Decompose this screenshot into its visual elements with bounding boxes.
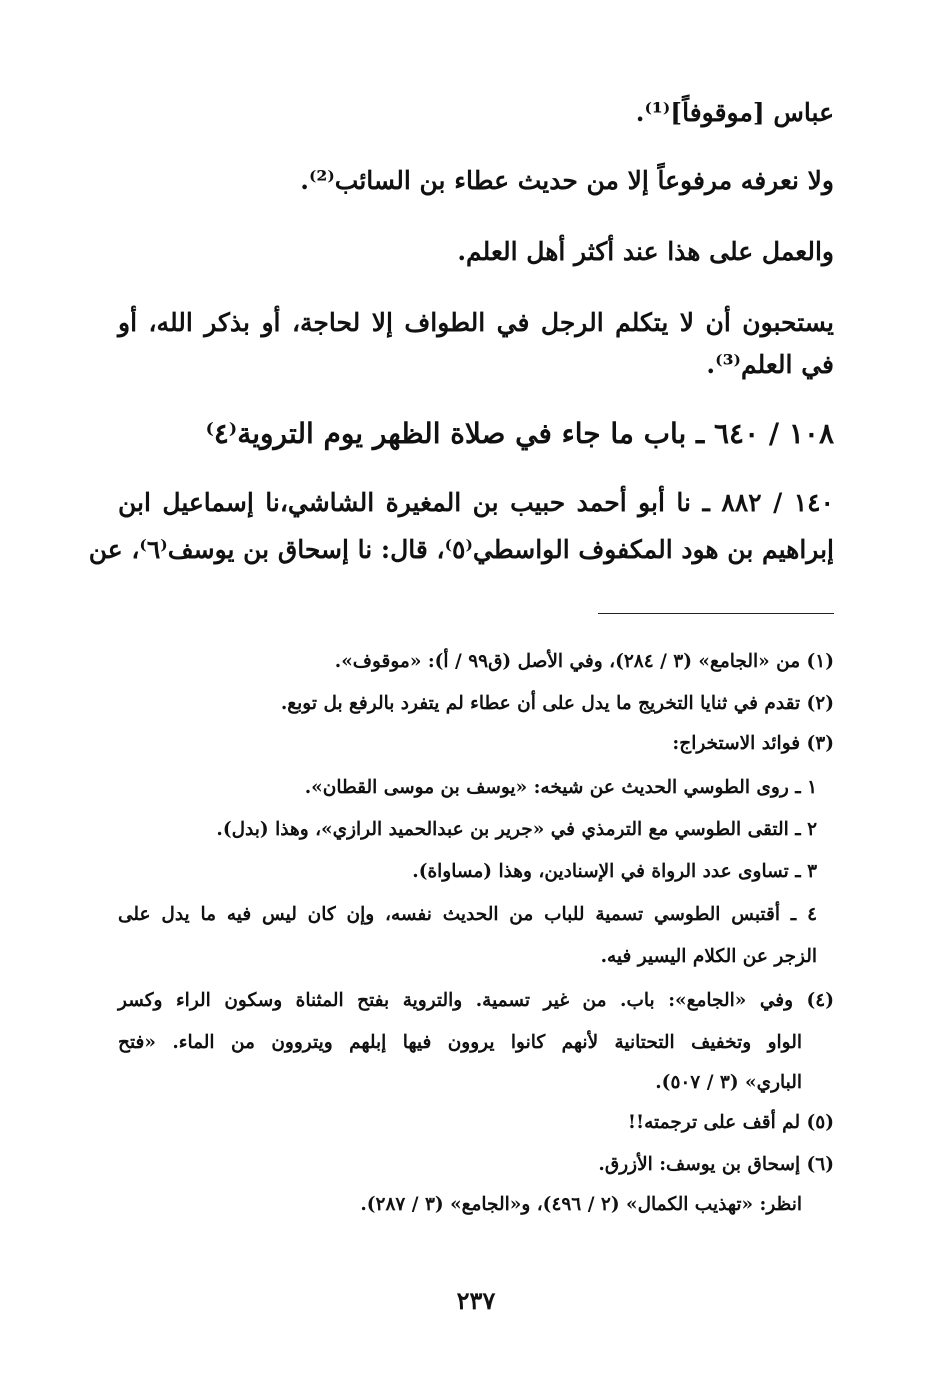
footnote-item: ١ ـ روى الطوسي الحديث عن شيخه: «يوسف بن موسى القطان».	[304, 777, 817, 798]
paragraph-text: يستحبون أن لا يتكلم الرجل في الطواف إلا لحاجة، أو بذكر الله، أو	[118, 308, 834, 337]
footnote: (٦) إسحاق بن يوسف: الأزرق.	[598, 1154, 834, 1175]
footnote-divider	[598, 613, 834, 614]
footnote-item: ٤ ـ أقتبس الطوسي تسمية للباب من الحديث نفسه، وإن كان ليس فيه ما يدل على	[118, 904, 817, 925]
footnote-item: الزجر عن الكلام اليسير فيه.	[600, 946, 817, 967]
footnote: انظر: «تهذيب الكمال» (٢ / ٤٩٦)، و«الجامع» (٣ / ٢٨٧).	[360, 1194, 802, 1215]
footnote: الباري» (٣ / ٥٠٧).	[655, 1072, 802, 1093]
page-number: ٢٣٧	[456, 1286, 496, 1315]
footnote: (٢) تقدم في ثنايا التخريج ما يدل على أن عطاء لم يتفرد بالرفع بل توبع.	[280, 693, 834, 714]
footnote-title: (٣) فوائد الاستخراج:	[672, 733, 834, 754]
paragraph-text: ولا نعرفه مرفوعاً إلا من حديث عطاء بن السائب⁽²⁾.	[300, 166, 834, 195]
paragraph-text: عباس [موقوفاً]⁽¹⁾.	[635, 98, 834, 127]
hadith-text: ١٤٠ / ٨٨٢ ـ نا أبو أحمد حبيب بن المغيرة الشاشي،نا إسماعيل ابن	[118, 488, 834, 517]
footnote-item: ٢ ـ التقى الطوسي مع الترمذي في «جرير بن عبدالحميد الرازي»، وهذا (بدل).	[216, 819, 817, 840]
hadith-text: إبراهيم بن هود المكفوف الواسطي⁽٥⁾، قال: نا إسحاق بن يوسف⁽٦⁾، عن	[88, 535, 834, 564]
footnote-item: ٣ ـ تساوى عدد الرواة في الإسنادين، وهذا (مساواة).	[412, 861, 817, 882]
footnote: الواو وتخفيف التحتانية لأنهم كانوا يروون فيها إبلهم ويتروون من الماء. «فتح	[118, 1032, 802, 1053]
chapter-heading: ١٠٨ / ٦٤٠ ـ باب ما جاء في صلاة الظهر يوم التروية⁽٤⁾	[205, 417, 834, 450]
footnote: (٥) لم أقف على ترجمته!!	[627, 1112, 834, 1133]
footnote: (١) من «الجامع» (٣ / ٢٨٤)، وفي الأصل (ق٩٩ / أ): «موقوف».	[334, 651, 834, 672]
paragraph-text: والعمل على هذا عند أكثر أهل العلم.	[457, 237, 834, 266]
paragraph-text: في العلم⁽³⁾.	[706, 350, 834, 379]
footnote: (٤) وفي «الجامع»: باب. من غير تسمية. والتروية بفتح المثناة وسكون الراء وكسر	[118, 990, 834, 1011]
